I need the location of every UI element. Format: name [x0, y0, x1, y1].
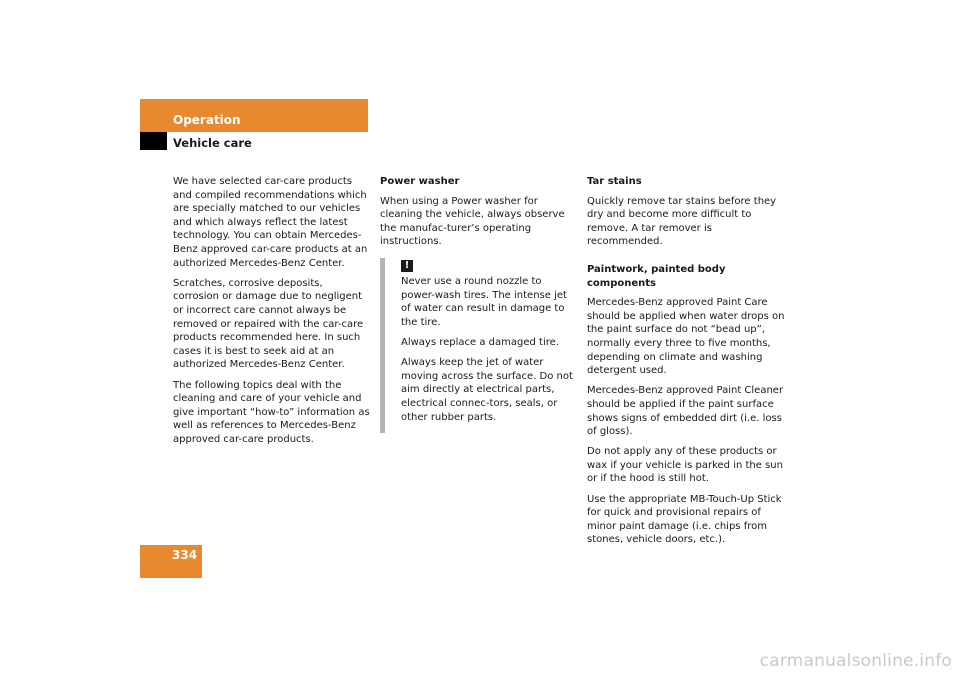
warning-paragraph: Always replace a damaged tire.: [401, 336, 559, 348]
section-title: Operation: [173, 113, 241, 127]
header-marker: [140, 132, 167, 150]
column-stains-paint: [587, 175, 787, 554]
paragraph: The following topics deal with the cleaning and care of your vehicle and give important “how-to” information as well as references to Mercedes-Benz approved car-care products.: [173, 379, 370, 445]
warning-paragraph: Never use a round nozzle to power-wash tires. The intense jet of water can result in damage to the tire.: [401, 275, 567, 328]
paragraph: Do not apply any of these products or wax if your vehicle is parked in the sun or if the hood is still hot.: [587, 446, 783, 485]
warning-paragraph: Always keep the jet of water moving across the surface. Do not aim directly at electrical parts, electrical connec-tors, seals, or other rubber parts.: [401, 357, 573, 423]
watermark: carmanualsonline.info: [759, 651, 952, 671]
paragraph: Quickly remove tar stains before they dry and become more difficult to remove. A tar remover is recommended.: [587, 195, 777, 248]
page-number: 334: [172, 548, 198, 562]
warning-icon: !: [401, 260, 413, 272]
power-washer-heading: Power washer: [380, 176, 460, 187]
paragraph: We have selected car-care products and compiled recommendations which are specially matched to our vehicles and which always reflect the latest technology. You can obtain Mercedes-Benz approved car-care products at an authorized Mercedes-Benz Center.: [173, 176, 368, 269]
paragraph: Mercedes-Benz approved Paint Care should be applied when water drops on the paint surface do not “bead up”, normally every three to five months, depending on climate and washing detergent used.: [587, 297, 785, 377]
paragraph: When using a Power washer for cleaning the vehicle, always observe the manufac-turer’s operating instructions.: [380, 195, 565, 248]
warning-box: [380, 258, 576, 433]
paragraph: Use the appropriate MB-Touch-Up Stick for quick and provisional repairs of minor paint damage (i.e. chips from stones, vehicle doors, etc.).: [587, 493, 782, 546]
paragraph: Scratches, corrosive deposits, corrosion or damage due to negligent or incorrect care cannot always be removed or repaired with the car-care products recommended here. In such cases it is best to seek aid at an authorized Mercedes-Benz Center.: [173, 277, 364, 371]
paragraph: Mercedes-Benz approved Paint Cleaner should be applied if the paint surface shows signs of embedded dirt (i.e. loss of gloss).: [587, 385, 784, 438]
tar-stains-heading: Tar stains: [587, 176, 642, 187]
subsection-title: Vehicle care: [173, 136, 252, 150]
paintwork-heading: Paintwork, painted body components: [587, 263, 726, 289]
column-power-washer: [380, 175, 576, 433]
column-intro: [173, 175, 371, 453]
